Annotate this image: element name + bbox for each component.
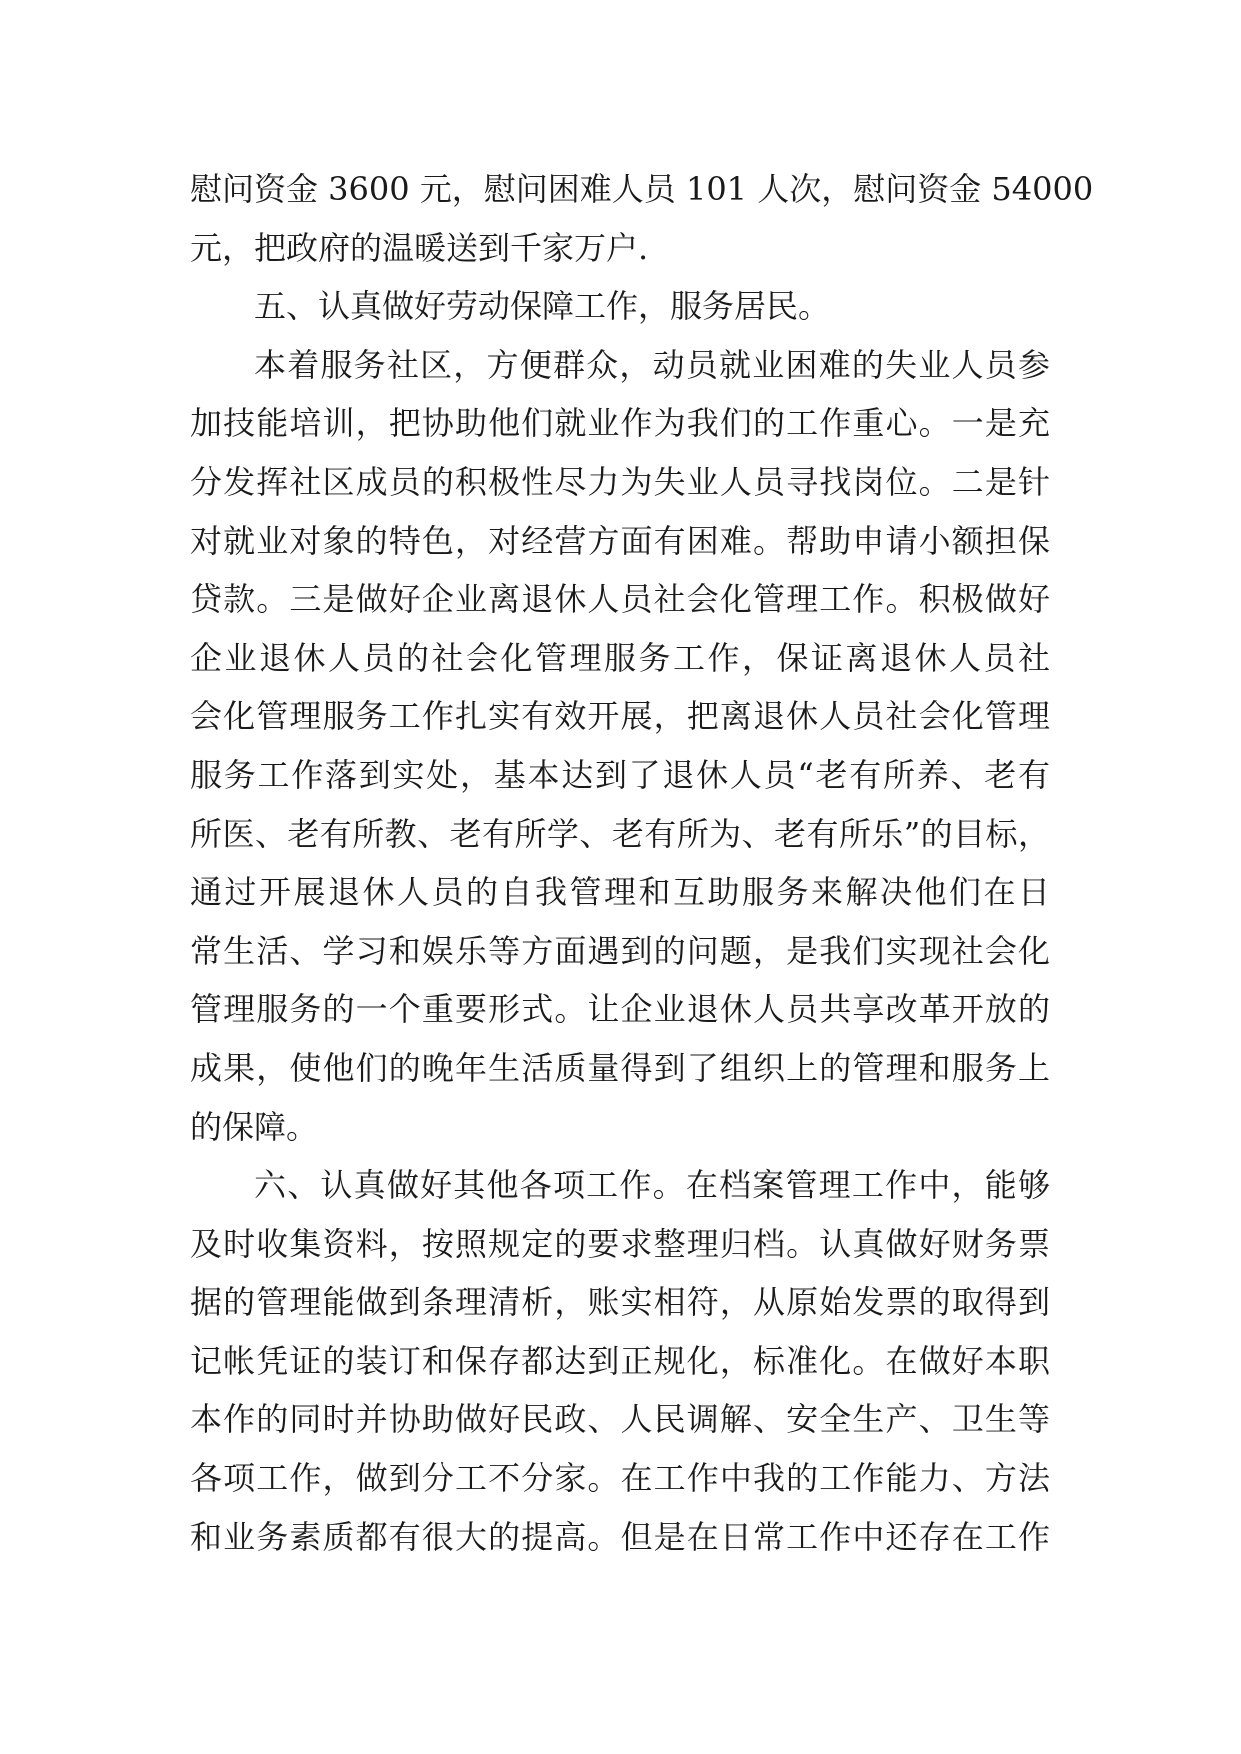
text-line: 企业退休人员的社会化管理服务工作，保证离退休人员社 [190,638,1050,677]
text-line: 成果，使他们的晚年生活质量得到了组织上的管理和服务上 [190,1048,1050,1087]
text-line: 的保障。 [190,1107,319,1146]
text-line: 本着服务社区，方便群众，动员就业困难的失业人员参 [254,345,1050,384]
text-line: 和业务素质都有很大的提高。但是在日常工作中还存在工作 [190,1517,1050,1556]
text-line: 通过开展退休人员的自我管理和互助服务来解决他们在日 [190,873,1050,912]
section-heading: 五、认真做好劳动保障工作，服务居民。 [254,287,831,326]
text-line: 本作的同时并协助做好民政、人民调解、安全生产、卫生等 [190,1400,1050,1439]
text-line: 所医、老有所教、老有所学、老有所为、老有所乐”的目标， [190,814,1050,853]
text-line: 会化管理服务工作扎实有效开展，把离退休人员社会化管理 [190,697,1050,736]
text-line: 记帐凭证的装订和保存都达到正规化，标准化。在做好本职 [190,1341,1050,1380]
text-line: 加技能培训，把协助他们就业作为我们的工作重心。一是充 [190,404,1050,443]
text-line: 及时收集资料，按照规定的要求整理归档。认真做好财务票 [190,1224,1050,1263]
text-line: 元，把政府的温暖送到千家万户. [190,228,649,267]
text-line: 常生活、学习和娱乐等方面遇到的问题，是我们实现社会化 [190,931,1050,970]
text-line: 服务工作落到实处，基本达到了退休人员“老有所养、老有 [190,755,1050,794]
text-line: 分发挥社区成员的积极性尽力为失业人员寻找岗位。二是针 [190,462,1050,501]
text-line: 据的管理能做到条理清析，账实相符，从原始发票的取得到 [190,1283,1050,1322]
text-line: 管理服务的一个重要形式。让企业退休人员共享改革开放的 [190,990,1050,1029]
text-line: 六、认真做好其他各项工作。在档案管理工作中，能够 [254,1166,1050,1205]
text-line: 各项工作，做到分工不分家。在工作中我的工作能力、方法 [190,1459,1050,1498]
text-line: 对就业对象的特色，对经营方面有困难。帮助申请小额担保 [190,521,1050,560]
text-line: 慰问资金 3600 元，慰问困难人员 101 人次，慰问资金 54000 [190,170,1094,208]
text-line: 贷款。三是做好企业离退休人员社会化管理工作。积极做好 [190,580,1050,619]
body-text [190,160,1094,1566]
